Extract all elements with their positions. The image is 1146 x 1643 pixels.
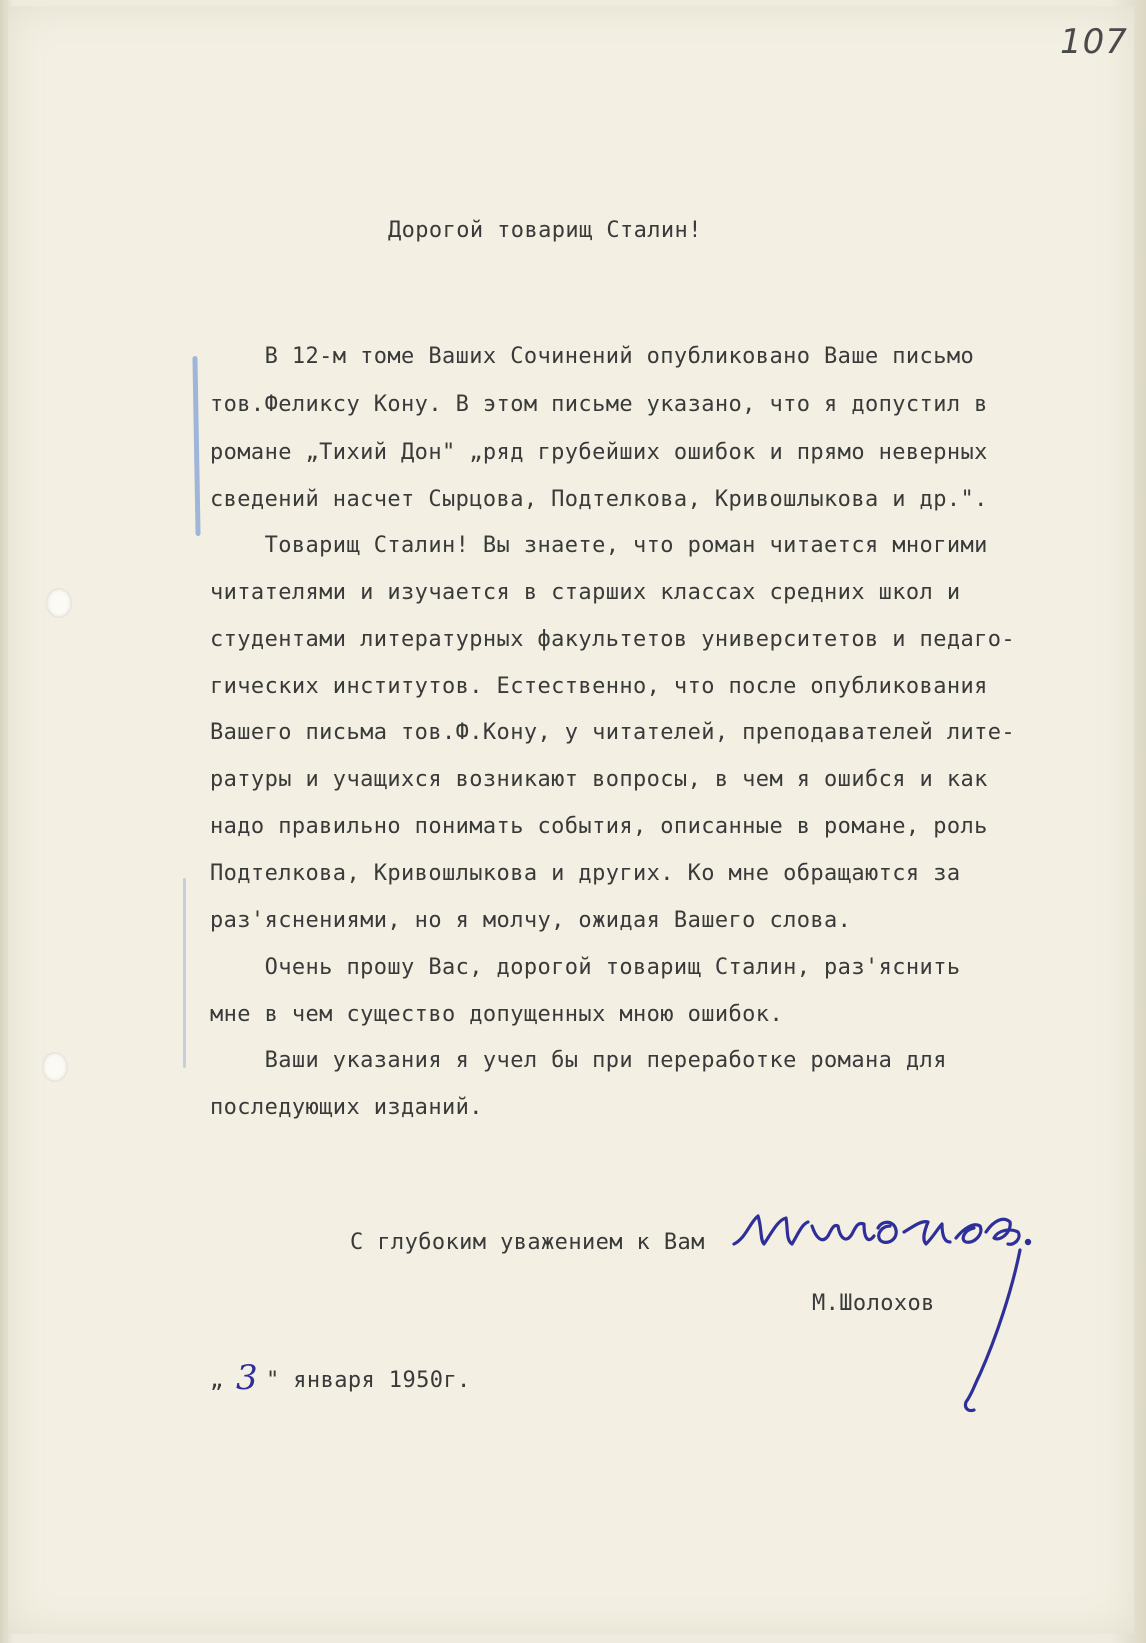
text-line: Ваши указания я учел бы при переработке романа для [210, 1048, 947, 1073]
text-line: студентами литературных факультетов университетов и педаго- [210, 627, 1016, 652]
signer-name: М.Шолохов [812, 1291, 935, 1316]
text-line: Подтелкова, Кривошлыкова и других. Ко мне обращаются за [210, 861, 961, 886]
text-line: романе „Тихий Дон" „ряд грубейших ошибок и прямо неверных [210, 440, 988, 465]
punch-hole [42, 1052, 68, 1082]
punch-hole [46, 588, 72, 618]
date-month-year: " января 1950г. [266, 1368, 471, 1393]
archive-page-number: 107 [1060, 22, 1128, 62]
text-line: гических институтов. Естественно, что после опубликования [210, 674, 988, 699]
date-day-handwritten: 3 [236, 1358, 258, 1398]
text-line: надо правильно понимать события, описанные в романе, роль [210, 814, 988, 839]
text-line: ратуры и учащихся возникают вопросы, в чем я ошибся и как [210, 767, 988, 792]
salutation: Дорогой товарищ Сталин! [388, 218, 702, 243]
pencil-margin-mark [183, 878, 186, 1068]
text-line: последующих изданий. [210, 1095, 483, 1120]
text-line: мне в чем существо допущенных мною ошибок. [210, 1002, 784, 1027]
text-line: сведений насчет Сырцова, Подтелкова, Кривошлыкова и др.". [210, 487, 988, 512]
text-line: Товарищ Сталин! Вы знаете, что роман читается многими [210, 533, 988, 558]
date-open-quote: „ [210, 1368, 224, 1393]
text-line: тов.Феликсу Кону. В этом письме указано, что я допустил в [210, 392, 988, 417]
text-line: раз'яснениями, но я молчу, ожидая Вашего слова. [210, 908, 852, 933]
text-line: Вашего письма тов.Ф.Кону, у читателей, преподавателей лите- [210, 720, 1016, 745]
closing-phrase: С глубоким уважением к Вам [350, 1230, 705, 1255]
text-line: В 12-м томе Ваших Сочинений опубликовано Ваше письмо [210, 344, 975, 369]
text-line: читателями и изучается в старших классах средних школ и [210, 580, 961, 605]
text-line: Очень прошу Вас, дорогой товарищ Сталин, раз'яснить [210, 955, 961, 980]
